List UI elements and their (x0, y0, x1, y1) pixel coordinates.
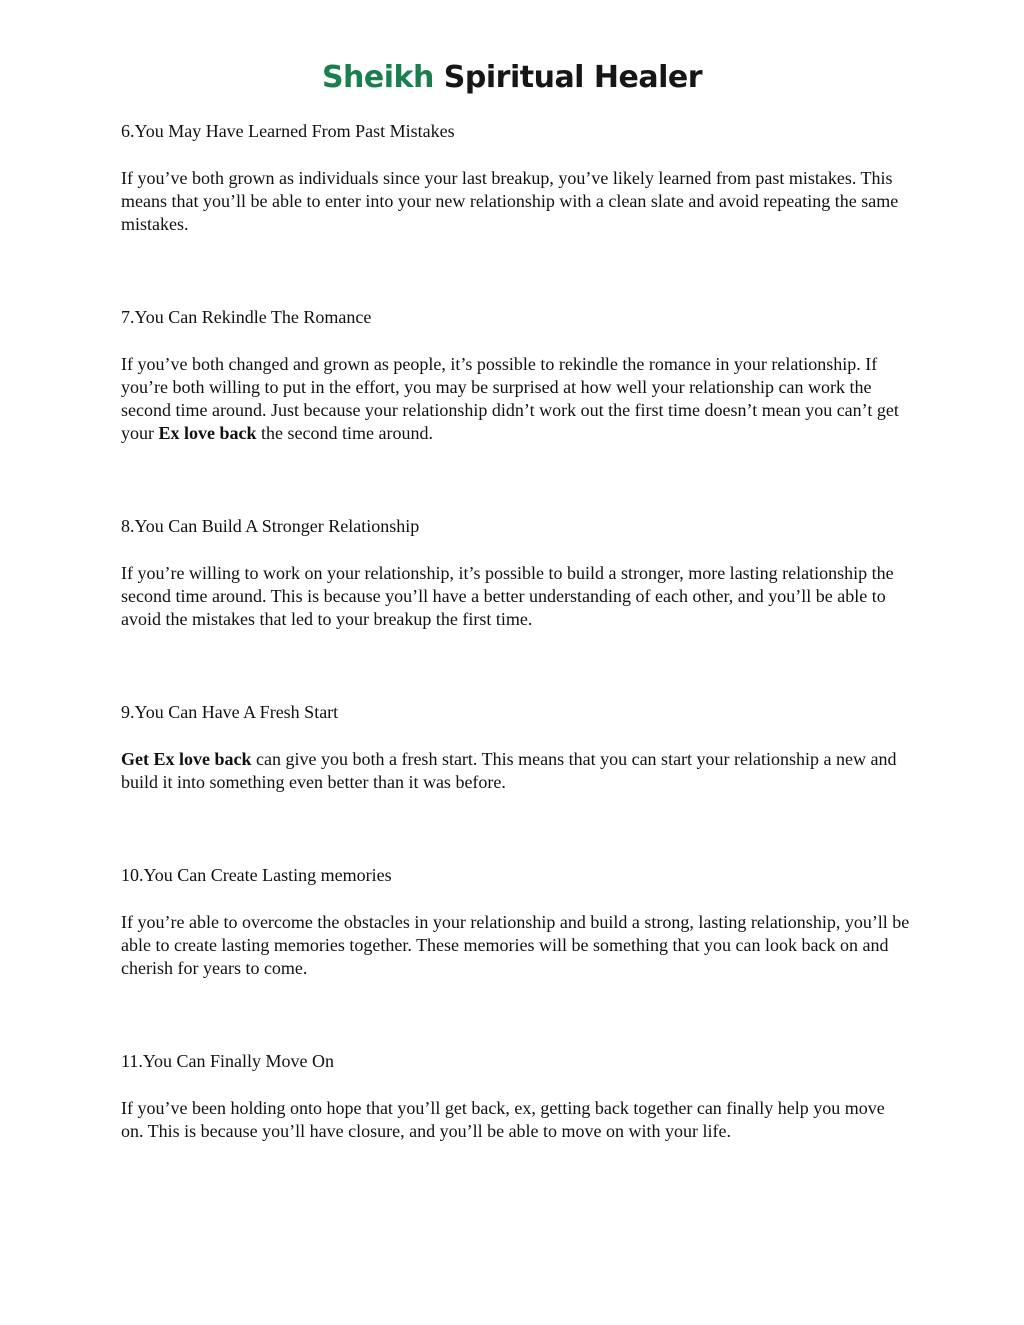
section-7 (121, 306, 911, 445)
section-8 (121, 515, 911, 631)
bold-phrase: Get Ex love back (121, 749, 252, 769)
brand-logo (0, 56, 1024, 100)
section-paragraph: If you’ve been holding onto hope that you’ll get back, ex, getting back together can finally help you move on. This is because you’ll have closure, and you’ll be able to move on with your life. (121, 1098, 885, 1141)
section-paragraph: If you’re able to overcome the obstacles in your relationship and build a strong, lasting relationship, you’ll be able to create lasting memories together. These memories will be something that you can look back on and cherish for years to come. (121, 912, 910, 978)
paragraph-text: can give you both a fresh start. This means that you can start your relationship a new and build it into something even better than it was before. (121, 749, 897, 792)
section-paragraph (121, 353, 911, 445)
section-9 (121, 701, 911, 794)
section-paragraph: If you’ve both grown as individuals since your last breakup, you’ve likely learned from past mistakes. This means that you’ll be able to enter into your new relationship with a clean slate and avoid repeating the same mistakes. (121, 168, 899, 234)
document-body (121, 120, 911, 1143)
section-heading: 7.You Can Rekindle The Romance (121, 307, 372, 327)
section-heading: 10.You Can Create Lasting memories (121, 865, 392, 885)
section-heading: 8.You Can Build A Stronger Relationship (121, 516, 420, 536)
bold-phrase: Ex love back (158, 423, 257, 443)
logo-word-spiritual-healer: Spiritual Healer (443, 60, 703, 95)
section-heading: 6.You May Have Learned From Past Mistakes (121, 121, 455, 141)
section-11 (121, 1050, 911, 1143)
section-heading: 9.You Can Have A Fresh Start (121, 702, 339, 722)
section-heading: 11.You Can Finally Move On (121, 1051, 335, 1071)
section-6 (121, 120, 911, 236)
logo-word-sheikh: Sheikh (321, 60, 434, 95)
section-paragraph (121, 748, 911, 794)
section-10 (121, 864, 911, 980)
paragraph-text: If you’ve both changed and grown as people, it’s possible to rekindle the romance in your relationship. If you’re both willing to put in the effort, you may be surprised at how well your relationship can work the second time around. Just because your relationship didn’t work out the first time doesn’t mean you can’t get your (121, 354, 899, 443)
section-paragraph: If you’re willing to work on your relationship, it’s possible to build a stronger, more lasting relationship the second time around. This is because you’ll have a better understanding of each other, and you’ll be able to avoid the mistakes that led to your breakup the first time. (121, 563, 894, 629)
paragraph-text: the second time around. (256, 423, 433, 443)
